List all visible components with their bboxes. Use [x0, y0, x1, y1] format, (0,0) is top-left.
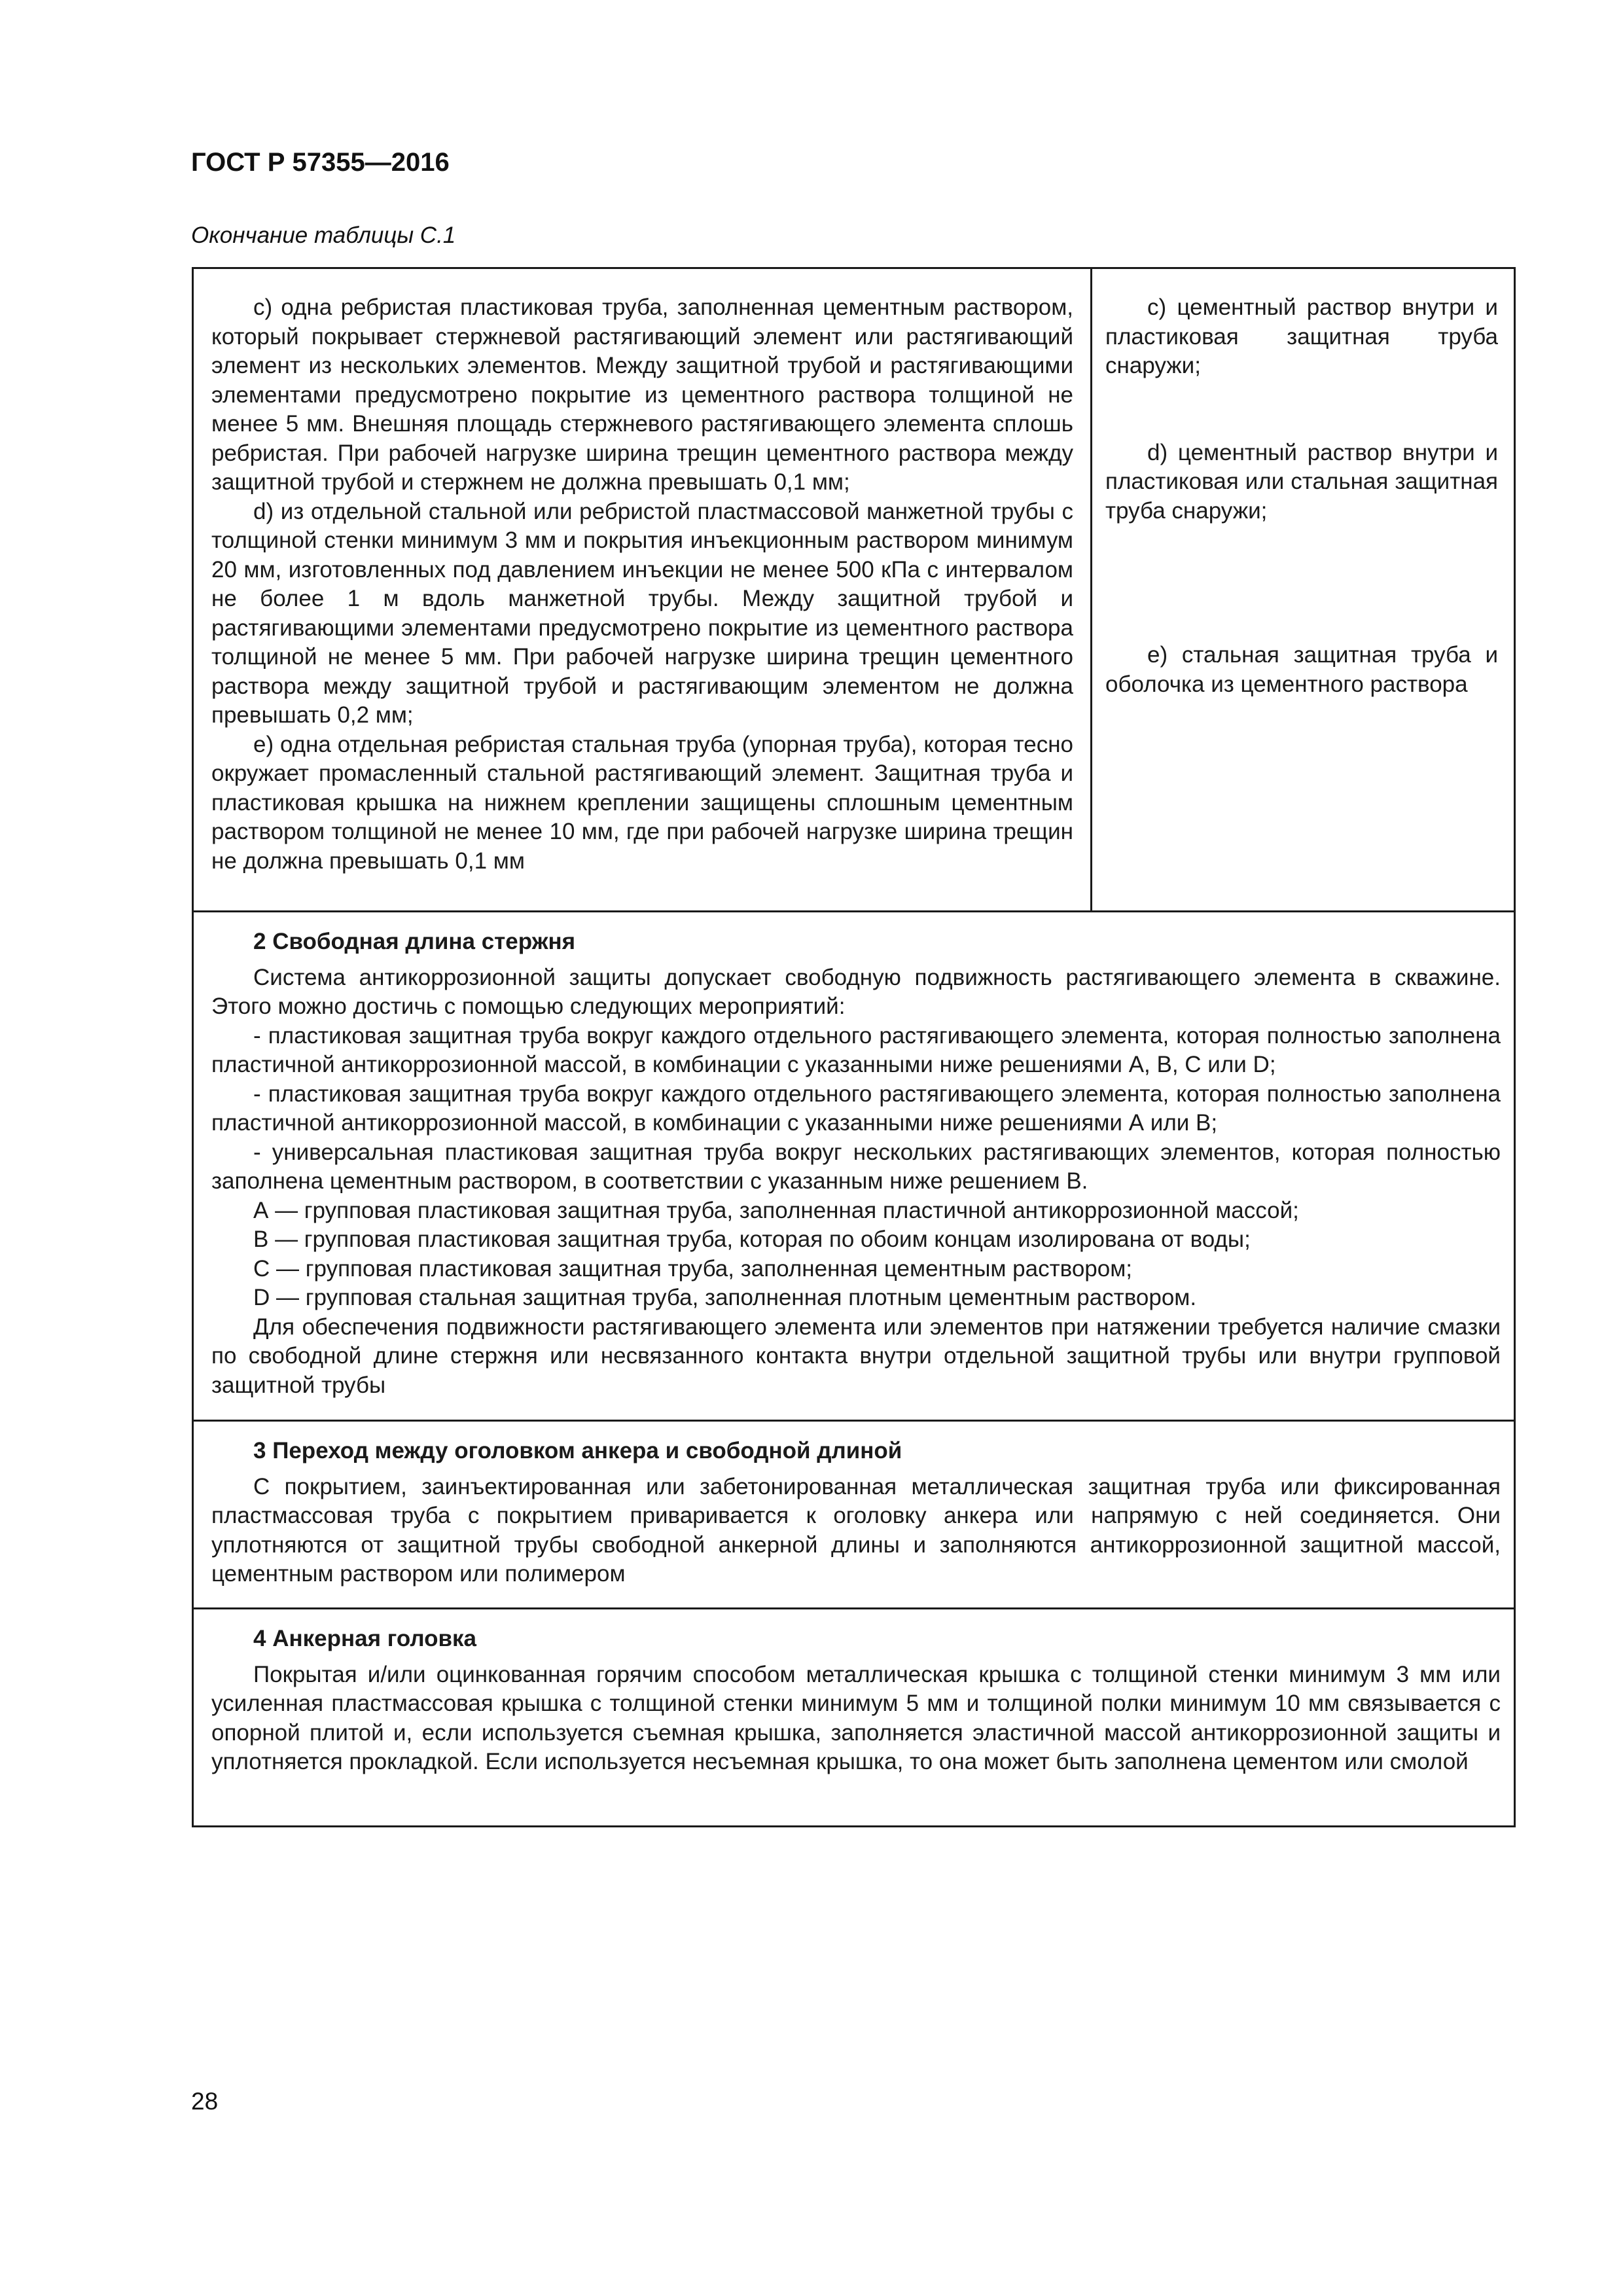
right-item-c: c) цементный раствор внутри и пластиковая защитная труба снаружи; [1105, 295, 1498, 378]
left-item-c: c) одна ребристая пластиковая труба, заполненная цементным раствором, который покрывает стержневой растягивающий элемент или растягивающий элемент из нескольких элементов. Между защитной трубой и растягивающими элементами предусмотрено покрытие из цементного раствора толщиной не менее 5 мм. Внешняя площадь стержневого растягивающего элемента сплошь ребристая. При рабочей нагрузке ширина трещин цементного раствора между защитной трубой и стержнем не должна превышать 0,1 мм; [211, 295, 1073, 495]
section-title: 3 Переход между оголовком анкера и свободной длиной [253, 1438, 902, 1463]
solution-item: А — групповая пластиковая защитная труба, заполненная пластичной антикоррозионной массой; [253, 1197, 1299, 1223]
solution-item: В — групповая пластиковая защитная труба, которая по обоим концам изолирована от воды; [253, 1227, 1251, 1252]
solution-item: С — групповая пластиковая защитная труба, заполненная цементным раствором; [253, 1255, 1133, 1282]
right-item-d: d) цементный раствор внутри и пластиковая или стальная защитная труба снаружи; [1105, 439, 1498, 524]
right-cell [1105, 293, 1498, 699]
column-divider [1090, 269, 1092, 910]
section-title: 4 Анкерная головка [253, 1626, 476, 1651]
table-caption: Окончание таблицы С.1 [191, 223, 456, 248]
list-item: - пластиковая защитная труба вокруг каждого отдельного растягивающего элемента, которая полностью заполнена пластичной антикоррозионной массой, в комбинации с указанными ниже решениями А или В; [211, 1081, 1501, 1136]
list-item: - универсальная пластиковая защитная труба вокруг нескольких растягивающих элементов, которая полностью заполнена цементным раствором, в соответствии с указанным ниже решением В. [211, 1139, 1501, 1194]
solution-item: D — групповая стальная защитная труба, заполненная плотным цементным раствором. [253, 1285, 1197, 1310]
table-c1 [192, 267, 1516, 1827]
paragraph: Покрытая и/или оцинкованная горячим способом металлическая крышка с толщиной стенки минимум 3 мм или усиленная пластмассовая крышка с толщиной стенки минимум 5 мм и толщиной полки минимум 10 мм связывается с опорной плитой и, если используется съемная крышка, заполняется эластичной массой антикоррозионной защиты и уплотняется прокладкой. Если используется несъемная крышка, то она может быть заполнена цементом или смолой [211, 1661, 1501, 1774]
left-item-e: e) одна отдельная ребристая стальная труба (упорная труба), которая тесно окружает промасленный стальной растягивающий элемент. Защитная труба и пластиковая крышка на нижнем креплении защищены сплошным цементным раствором толщиной не менее 10 мм, где при рабочей нагрузке ширина трещин не должна превышать 0,1 мм [211, 731, 1073, 874]
section-free-length [194, 912, 1514, 1422]
section-transition [194, 1422, 1514, 1609]
left-item-d: d) из отдельной стальной или ребристой пластмассовой манжетной трубы с толщиной стенки минимум 3 мм и покрытия инъекционным раствором минимум 20 мм, изготовленных под давлением инъекции не менее 500 кПа с интервалом не более 1 м вдоль манжетной трубы. Между защитной трубой и растягивающими элементами предусмотрено покрытие из цементного раствора толщиной не менее 5 мм. При рабочей нагрузке ширина трещин цементного раствора между защитной трубой и растягивающим элементом не должна превышать 0,2 мм; [211, 498, 1073, 728]
paragraph: С покрытием, заинъектированная или забетонированная металлическая защитная труба или фиксированная пластмассовая труба с покрытием приваривается к оголовку анкера или напрямую с ней соединяется. Они уплотняются от защитной трубы свободной анкерной длины и заполняются антикоррозионной защитной массой, цементным раствором или полимером [211, 1473, 1501, 1587]
section-title: 2 Свободная длина стержня [253, 929, 576, 954]
paragraph: Для обеспечения подвижности растягивающего элемента или элементов при натяжении требуется наличие смазки по свободной длине стержня или несвязанного контакта внутри отдельной защитной трубы или внутри групповой защитной трубы [211, 1314, 1501, 1398]
table-row-variants [194, 269, 1514, 912]
paragraph: Система антикоррозионной защиты допускает свободную подвижность растягивающего элемента в скважине. Этого можно достичь с помощью следующих мероприятий: [211, 964, 1501, 1019]
list-item: - пластиковая защитная труба вокруг каждого отдельного растягивающего элемента, которая полностью заполнена пластичной антикоррозионной массой, в комбинации с указанными ниже решениями А, В, С или D; [211, 1022, 1501, 1077]
document-code-header: ГОСТ Р 57355—2016 [191, 148, 450, 177]
section-anchor-head [194, 1609, 1514, 1825]
right-item-e: e) стальная защитная труба и оболочка из цементного раствора [1105, 642, 1498, 697]
left-cell [211, 293, 1073, 876]
page-number: 28 [191, 2088, 219, 2115]
